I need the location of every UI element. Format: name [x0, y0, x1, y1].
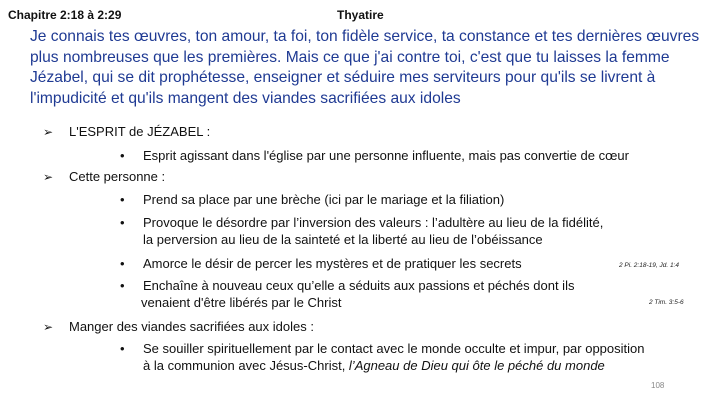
- arrow-bullet-icon: ➢: [43, 170, 54, 184]
- bullet-icon: •: [120, 256, 125, 271]
- chapter-reference: Chapitre 2:18 à 2:29: [8, 8, 122, 22]
- bullet-icon: •: [120, 192, 125, 207]
- page-number: 108: [651, 381, 665, 390]
- arrow-bullet-icon: ➢: [43, 320, 54, 334]
- list-item-text: Enchaîne à nouveau ceux qu’elle a séduits aux passions et péchés dont ils: [143, 278, 575, 293]
- section-heading-label: Manger des viandes sacrifiées aux idoles :: [69, 319, 314, 334]
- list-item-text-continued: venaient d'être libérés par le Christ: [141, 295, 342, 310]
- list-item-text: Esprit agissant dans l'église par une personne influente, mais pas convertie de cœur: [143, 148, 629, 163]
- list-item-text-plain: à la communion avec Jésus-Christ,: [143, 358, 349, 373]
- bullet-icon: •: [120, 278, 125, 293]
- section-heading-label: L'ESPRIT de JÉZABEL :: [69, 124, 211, 139]
- bullet-icon: •: [120, 148, 125, 163]
- list-item-text-continued: la perversion au lieu de la sainteté et la liberté au lieu de l’obéissance: [143, 232, 543, 247]
- list-item-text: Prend sa place par une brèche (ici par le mariage et la filiation): [143, 192, 505, 207]
- list-item-text: Se souiller spirituellement par le contact avec le monde occulte et impur, par opposition: [143, 341, 645, 356]
- list-item-text-italic: l’Agneau de Dieu qui ôte le péché du monde: [348, 358, 605, 373]
- slide-title: Thyatire: [337, 8, 384, 22]
- bullet-icon: •: [120, 341, 125, 356]
- list-item-text: Amorce le désir de percer les mystères et de pratiquer les secrets: [143, 256, 522, 271]
- arrow-bullet-icon: ➢: [43, 125, 54, 139]
- section-heading-label: Cette personne :: [69, 169, 166, 184]
- scripture-reference: 2 Tim. 3:5-6: [649, 299, 684, 306]
- list-item-text: Provoque le désordre par l’inversion des valeurs : l’adultère au lieu de la fidélité,: [143, 215, 604, 230]
- bullet-icon: •: [120, 215, 125, 230]
- list-item-text-continued: [143, 358, 605, 375]
- scripture-quote: Je connais tes œuvres, ton amour, ta foi, ton fidèle service, ta constance et tes dernières œuvres plus nombreuses que les premières. Mais ce que j'ai contre toi, c'est que tu laisses la femme Jézabel, qui se dit prophétesse, enseigner et séduire mes serviteurs pour qu'ils se livrent à l'impudicité et qu'ils mangent des viandes sacrifiées aux idoles: [30, 28, 700, 107]
- scripture-reference: 2 Pi. 2:18-19, Jd. 1:4: [619, 262, 679, 269]
